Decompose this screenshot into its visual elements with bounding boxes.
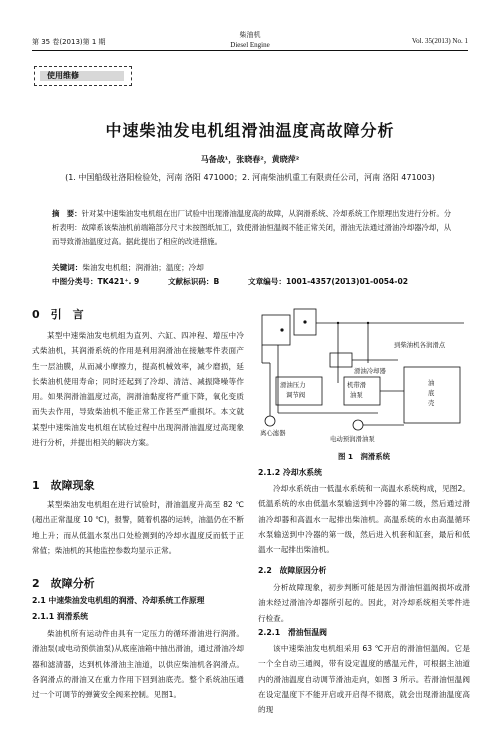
- clc-number: 中图分类号：TK421⁺. 9: [52, 277, 140, 286]
- keywords-label: 关键词：: [52, 263, 83, 272]
- fault-phenomenon-paragraph: 某型柴油发电机组在进行试验时，滑油温度升高至 82 ℃(超出正常温度 10 ℃)，报警，随着机器的运转，油温仍在不断地上升；而从低温水泵出口处检测到的冷却水温度反而低于正常值；柴油机的其他监控参数均显示正常。: [32, 500, 244, 555]
- journal-name-en: Diesel Engine: [230, 41, 270, 49]
- label-engine-pump-1: 机带滑: [347, 382, 367, 389]
- label-pressure-regulator: 滑油压力: [280, 382, 306, 389]
- prepump-symbol: [353, 420, 363, 430]
- figure-1-caption: 图 1 润滑系统: [337, 452, 391, 461]
- header-rule: [32, 50, 468, 51]
- cause-analysis-paragraph: 分析故障现象，初步判断可能是因为滑油恒温阀损坏或滑油未经过滑油冷却器所引起的。因此，对冷却系统相关零件进行检查。: [258, 583, 470, 623]
- document-code: 文献标识码：B: [167, 277, 220, 286]
- label-engine-pump-2: 油泵: [350, 392, 363, 399]
- label-sump-2: 底: [428, 390, 435, 397]
- running-header-vol-en: Vol. 35(2013) No. 1: [411, 37, 468, 45]
- paper-title: 中速柴油发电机组滑油温度高故障分析: [105, 121, 395, 140]
- journal-name-cn: 柴油机: [239, 31, 261, 39]
- keywords-text: 柴油发电机组；润滑油；温度；冷却: [82, 263, 204, 272]
- authors: 马备战¹，张晓春²，黄晓萍²: [200, 155, 300, 164]
- label-sump-3: 壳: [428, 400, 435, 407]
- label-oil-cooler: 滑油冷却器: [354, 368, 386, 375]
- running-header-volume: 第 35 卷(2013)第 1 期: [32, 38, 106, 46]
- column-tag-box: [34, 66, 132, 86]
- centrifuge-symbol: [265, 416, 275, 426]
- column-tag-label: 使用维修: [47, 71, 79, 80]
- label-regulator-valve: 调节阀: [286, 392, 306, 399]
- classification-line: [52, 276, 452, 287]
- subsection-2-1-2-heading: 2.1.2 冷却水系统: [258, 468, 322, 477]
- subsection-2-2-1-heading: 2.2.1 滑油恒温阀: [258, 628, 327, 637]
- label-to-engine: 到柴油机各润滑点: [394, 342, 446, 349]
- affiliations: (1. 中国船级社洛阳检验处，河南 洛阳 471000；2. 河南柴油机重工有限责任公司，河南 洛阳 471003): [65, 173, 435, 182]
- article-number: 文章编号：1001-4357(2013)01-0054-02: [247, 277, 409, 286]
- abstract-label: 摘 要：: [52, 209, 82, 218]
- thermostat-paragraph: 该中速柴油发电机组采用 63 ℃开启的滑油恒温阀。它是一个全自动三通阀，带有设定温度的感温元件，可根据主油道内的滑油温度自动调节滑油走向，如图 3 所示。若滑油恒温阀在设定温度下不能开启或开启得不彻底，就会出现滑油温度高的现: [258, 644, 470, 715]
- abstract: [52, 207, 452, 249]
- subsection-2-2-heading: 2.2 故障原因分析: [258, 566, 327, 575]
- subsection-2-1-heading: 2.1 中速柴油发电机组的润滑、冷却系统工作原理: [32, 596, 205, 605]
- label-centrifuge: 离心滤器: [260, 430, 286, 437]
- cooling-water-paragraph: 冷却水系统由一低温水系统和一高温水系统构成，见图2。低温系统的水由低温水泵输送到中冷器的第二级，然后通过滑油冷却器和高温水一起排出柴油机。高温系统的水由高温循环水泵输送到中冷器的第一级，然后进入机套和缸套，最后和低温水一起排出柴油机。: [258, 484, 470, 555]
- running-header-journal: [210, 30, 290, 50]
- cooler-symbol: [330, 353, 352, 367]
- label-sump-1: 油: [428, 380, 435, 387]
- intro-paragraph: 某型中速柴油发电机组为直列、六缸、四冲程、增压中冷式柴油机，其润滑系统的作用是利用润滑油在接触零件表面产生一层油膜，从而减小摩擦力，提高机械效率，减少磨损，延长柴油机使用寿命；同时还起到了冷却、清洁、减振降噪等作用。如果润滑油温度过高，润滑油黏度将严重下降，氧化变质而失去作用，导致柴油机不能正常工作甚至严重损坏。本文就某型中速柴油发电机组在试验过程中出现润滑油温度过高现象进行分析，并提出相关的解决方案。: [32, 331, 244, 448]
- filter-block: [262, 315, 290, 345]
- section-2-heading: 2 故障分析: [32, 577, 95, 590]
- section-1-heading: 1 故障现象: [32, 479, 95, 492]
- lubrication-paragraph: 柴油机所有运动件由具有一定压力的循环滑油进行润滑。滑油泵(或电动预供油泵)从底座油箱中抽出滑油，通过滑油冷却器和滤清器，达到机体滑油主油道，以供应柴油机各润滑点。各润滑点的滑油又在重力作用下回到油底壳。整个系统油压通过一个可调节的弹簧安全阀来控制。见图1。: [32, 629, 244, 700]
- lubrication-system-diagram: [258, 303, 470, 445]
- keywords: [52, 262, 452, 273]
- abstract-text: 针对某中速柴油发电机组在出厂试验中出现滑油温度高的故障，从润滑系统、冷却系统工作原理出发进行分析。分析表明：故障系该柴油机前端箱部分尺寸未按图纸加工，致使滑油恒温阀不能正常关闭，滑油无法通过滑油冷却器冷却，从而导致滑油温度过高。据此提出了相应的改进措施。: [52, 209, 452, 246]
- label-prepump: 电动预润滑油泵: [330, 436, 375, 443]
- section-0-heading: 0 引 言: [32, 308, 84, 321]
- subsection-2-1-1-heading: 2.1.1 润滑系统: [32, 612, 89, 621]
